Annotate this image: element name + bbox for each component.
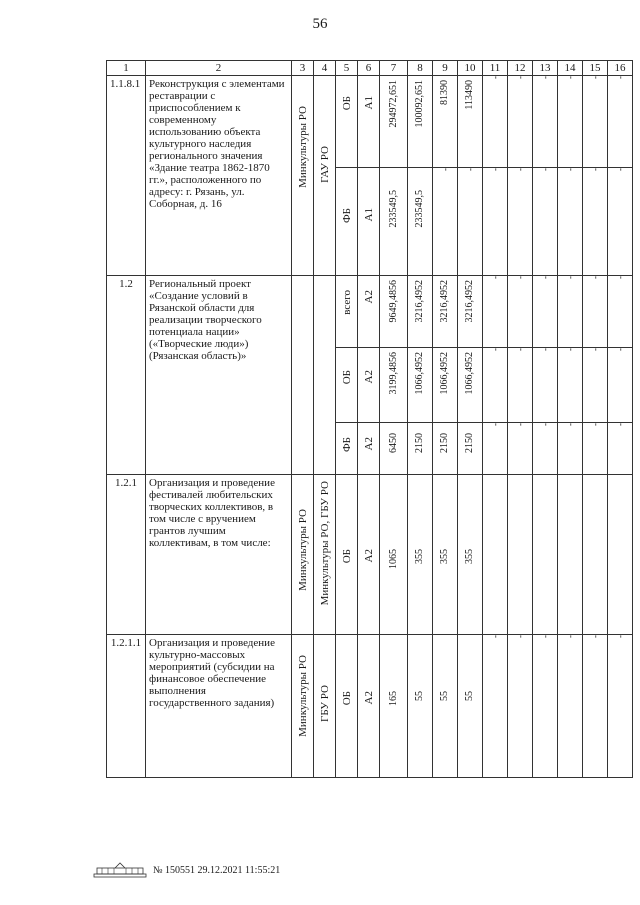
footer — [93, 862, 280, 878]
empty-value: - — [490, 635, 500, 638]
total-amount: 9649,4856 — [387, 280, 399, 323]
total-amount: 233549,5 — [387, 190, 399, 228]
empty-value: - — [490, 423, 500, 426]
amount-year-3: 113490 — [464, 80, 475, 110]
empty-value: - — [590, 276, 600, 279]
empty-value: - — [465, 168, 475, 171]
funding-source: ОБ — [340, 691, 353, 706]
header-cell: 10 — [458, 61, 483, 76]
empty-value: - — [540, 276, 550, 279]
total-amount: 165 — [387, 691, 399, 706]
row-1-2-total — [107, 276, 633, 348]
amount-year-3: 55 — [464, 691, 475, 701]
empty-cell — [608, 475, 633, 635]
empty-value: - — [490, 276, 500, 279]
empty-value: - — [540, 635, 550, 638]
empty-value: - — [490, 168, 500, 171]
empty-value: - — [540, 348, 550, 351]
empty-value: - — [615, 276, 625, 279]
empty-value: - — [565, 423, 575, 426]
header-cell: 1 — [107, 61, 146, 76]
amount-year-1: 233549,5 — [414, 190, 425, 228]
header-cell: 11 — [483, 61, 508, 76]
funding-source: ОБ — [340, 549, 353, 564]
empty-cell — [558, 475, 583, 635]
empty-value: - — [490, 76, 500, 79]
budget-code: А2 — [362, 691, 375, 705]
header-cell: 14 — [558, 61, 583, 76]
amount-year-2: 355 — [439, 549, 450, 564]
amount-year-2: 1066,4952 — [439, 352, 450, 395]
funding-source: ФБ — [340, 437, 353, 453]
header-cell: 5 — [336, 61, 358, 76]
amount-year-1: 100092,651 — [414, 80, 425, 128]
empty-value: - — [590, 168, 600, 171]
empty-value: - — [590, 423, 600, 426]
empty-cell — [483, 475, 508, 635]
row-name: Организация и проведение фестивалей любительских творческих коллективов, в том числе с вручением грантов лучшим коллективам, в том числе: — [146, 475, 292, 635]
empty-value: - — [565, 76, 575, 79]
amount-year-2: 55 — [439, 691, 450, 701]
empty-value: - — [565, 635, 575, 638]
amount-year-1: 55 — [414, 691, 425, 701]
total-amount: 294972,651 — [387, 80, 399, 128]
responsible-executor: Минкультуры РО — [296, 106, 309, 188]
empty-value: - — [590, 76, 600, 79]
row-name: Организация и проведение культурно-массовых мероприятий (субсидии на финансовое обеспечение выполнения государственного задания) — [146, 635, 292, 778]
empty-value: - — [615, 635, 625, 638]
header-cell: 3 — [292, 61, 314, 76]
total-amount: 6450 — [387, 433, 399, 453]
header-cell: 2 — [146, 61, 292, 76]
responsible-executor: Минкультуры РО — [296, 509, 309, 591]
amount-year-1: 2150 — [414, 433, 425, 453]
amount-year-1: 1066,4952 — [414, 352, 425, 395]
co-executor: ГБУ РО — [318, 685, 331, 723]
amount-year-1: 355 — [414, 549, 425, 564]
co-executor-empty — [314, 276, 336, 475]
funding-source: ФБ — [340, 208, 353, 224]
total-amount: 1065 — [387, 549, 399, 569]
funding-source: всего — [340, 290, 353, 315]
row-name: Региональный проект «Создание условий в Рязанской области для реализации творческого потенциала нации» («Творческие люди») (Рязанская область)» — [146, 276, 292, 475]
amount-year-1: 3216,4952 — [414, 280, 425, 323]
empty-value: - — [540, 168, 550, 171]
header-cell: 15 — [583, 61, 608, 76]
amount-year-3: 1066,4952 — [464, 352, 475, 395]
empty-value: - — [615, 423, 625, 426]
empty-value: - — [440, 168, 450, 171]
budget-code: А2 — [362, 370, 375, 384]
amount-year-3: 2150 — [464, 433, 475, 453]
empty-value: - — [515, 635, 525, 638]
budget-code: А2 — [362, 437, 375, 451]
budget-code: А2 — [362, 290, 375, 304]
row-1-2-1-1 — [107, 635, 633, 778]
row-number: 1.1.8.1 — [107, 76, 146, 276]
empty-value: - — [515, 423, 525, 426]
empty-value: - — [615, 76, 625, 79]
amount-year-2: 3216,4952 — [439, 280, 450, 323]
empty-value: - — [490, 348, 500, 351]
empty-value: - — [565, 348, 575, 351]
empty-value: - — [565, 276, 575, 279]
empty-value: - — [515, 348, 525, 351]
responsible-executor: Минкультуры РО — [296, 655, 309, 737]
funding-source: ОБ — [340, 370, 353, 385]
header-cell: 6 — [358, 61, 380, 76]
header-cell: 7 — [380, 61, 408, 76]
co-executor: ГАУ РО — [318, 146, 331, 183]
header-row — [107, 61, 633, 76]
budget-code: А1 — [362, 208, 375, 222]
program-table — [106, 60, 633, 778]
header-cell: 16 — [608, 61, 633, 76]
empty-cell — [583, 475, 608, 635]
amount-year-3: 3216,4952 — [464, 280, 475, 323]
row-number: 1.2.1.1 — [107, 635, 146, 778]
header-cell: 13 — [533, 61, 558, 76]
empty-value: - — [590, 348, 600, 351]
empty-cell — [508, 475, 533, 635]
funding-source: ОБ — [340, 96, 353, 111]
empty-value: - — [615, 348, 625, 351]
empty-value: - — [515, 76, 525, 79]
row-name: Реконструкция с элементами реставрации с приспособлением к современному использованию объекта культурного наследия регионального значения «Здание театра 1862-1870 гг.», расположенного по адресу: г. Рязань, ул. Соборная, д. 16 — [146, 76, 292, 276]
header-cell: 8 — [408, 61, 433, 76]
row-number: 1.2 — [107, 276, 146, 475]
empty-value: - — [590, 635, 600, 638]
header-cell: 9 — [433, 61, 458, 76]
page-number: 56 — [312, 16, 328, 32]
empty-value: - — [615, 168, 625, 171]
row-number: 1.2.1 — [107, 475, 146, 635]
empty-value: - — [515, 168, 525, 171]
empty-value: - — [565, 168, 575, 171]
amount-year-2: 81390 — [439, 80, 450, 105]
amount-year-3: 355 — [464, 549, 475, 564]
government-building-icon — [93, 862, 147, 878]
header-cell: 4 — [314, 61, 336, 76]
total-amount: 3199,4856 — [387, 352, 399, 395]
budget-code: А1 — [362, 96, 375, 110]
responsible-executor-empty — [292, 276, 314, 475]
empty-value: - — [540, 423, 550, 426]
empty-value: - — [540, 76, 550, 79]
empty-value: - — [515, 276, 525, 279]
header-cell: 12 — [508, 61, 533, 76]
amount-year-2: 2150 — [439, 433, 450, 453]
co-executor: Минкультуры РО, ГБУ РО — [318, 481, 331, 606]
row-1-2-1 — [107, 475, 633, 635]
document-stamp: № 150551 29.12.2021 11:55:21 — [153, 864, 281, 876]
empty-cell — [533, 475, 558, 635]
row-1-1-8-1-ob — [107, 76, 633, 168]
budget-code: А2 — [362, 549, 375, 563]
